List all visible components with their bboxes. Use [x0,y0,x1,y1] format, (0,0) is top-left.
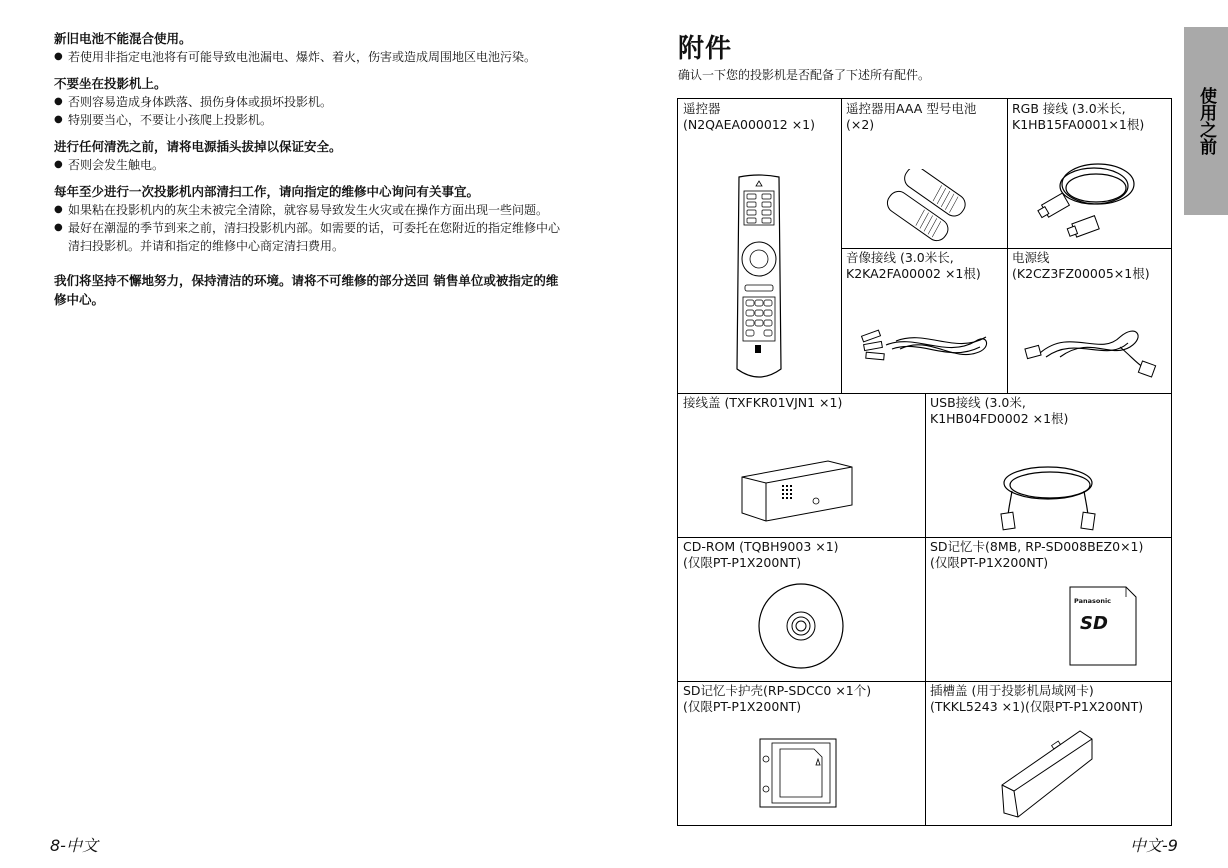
item-remote [678,99,841,135]
usb-cable-icon [988,459,1108,533]
item-code: (仅限PT-P1X200NT) [683,555,802,570]
divider [841,99,842,393]
item-label: 接线盖 (TXFKR01VJN1 ×1) [683,395,843,410]
section-heading: 进行任何清洗之前，请将电源插头拔掉以保证安全。 [54,139,342,154]
item-label: 音像接线 (3.0米长, [846,250,954,265]
item-label: USB接线 (3.0米, [930,395,1026,410]
item-code: (仅限PT-P1X200NT) [683,699,802,714]
bullet-item: ● 特别要当心，不要让小孩爬上投影机。 [54,111,564,129]
bullet-item: ● 否则容易造成身体跌落、损伤身体或损坏投影机。 [54,93,564,111]
item-label: SD记忆卡护壳(RP-SDCC0 ×1个) [683,683,872,698]
item-sd-case [678,681,925,717]
item-sd-card [925,537,1173,573]
rgb-cable-icon [1036,154,1146,242]
item-battery [841,99,1007,135]
closing-statement: 我们将坚持不懈地努力，保持清洁的环境。请将不可维修的部分送回 销售单位或被指定的维修中心。 [54,273,559,307]
item-code: K2KA2FA00002 ×1根) [846,266,981,281]
item-label: 插槽盖 (用于投影机局域网卡) [930,683,1094,698]
section-heading: 不要坐在投影机上。 [54,76,167,91]
item-label: 遥控器 [683,101,721,116]
power-cable-icon [1020,317,1160,383]
item-av-cable [841,248,1007,284]
item-rgb-cable [1007,99,1173,135]
sd-case-icon [758,737,838,809]
page-title: 附件 [678,34,733,64]
item-code: (TKKL5243 ×1)(仅限PT-P1X200NT) [930,699,1144,714]
sd-brand-text: Panasonic [1074,597,1112,605]
item-label: RGB 接线 (3.0米长, [1012,101,1126,116]
slot-cover-icon [996,725,1100,823]
item-code: K1HB15FA0001×1根) [1012,117,1145,132]
item-cdrom [678,537,925,573]
item-label: SD记忆卡(8MB, RP-SD008BEZ0×1) [930,539,1144,554]
battery-icon [876,169,972,245]
sd-logo-text: SD [1080,613,1108,634]
item-slot-cover [925,681,1173,717]
item-code: K1HB04FD0002 ×1根) [930,411,1069,426]
item-label: 电源线 [1012,250,1050,265]
bullet-item: ● 否则会发生触电。 [54,156,564,174]
item-terminal-cover [678,393,925,413]
side-tab-label: 使用之前 [1196,87,1216,155]
cd-disc-icon [756,581,846,671]
bullet-item: ● 若使用非指定电池将有可能导致电池漏电、爆炸、着火，伤害或造成周围地区电池污染。 [54,48,564,66]
page-number-left: 8-中文 [50,836,98,855]
item-code: (仅限PT-P1X200NT) [930,555,1049,570]
item-code: (×2) [846,117,875,132]
remote-control-icon [733,173,785,387]
section-heading: 每年至少进行一次投影机内部清扫工作，请向指定的维修中心询问有关事宜。 [54,184,480,199]
av-cable-icon [856,319,996,371]
item-label: 遥控器用AAA 型号电池 [846,101,977,116]
accessories-table [677,98,1172,826]
left-column [54,30,564,309]
item-power-cable [1007,248,1173,284]
item-label: CD-ROM (TQBH9003 ×1) [683,539,839,554]
bullet-item: ● 最好在潮湿的季节到来之前，清扫投影机内部。如需要的话，可委托在您附近的指定维修中心清扫投影机。并请和指定的维修中心商定清扫费用。 [54,219,564,255]
item-code: (K2CZ3FZ00005×1根) [1012,266,1150,281]
side-tab [1184,27,1228,215]
section-heading: 新旧电池不能混合使用。 [54,31,192,46]
terminal-cover-icon [736,455,862,525]
divider [925,393,926,826]
item-usb-cable [925,393,1173,429]
item-code: (N2QAEA000012 ×1) [683,117,816,132]
page-subtitle: 确认一下您的投影机是否配备了下述所有配件。 [678,68,931,82]
page-number-right: 中文-9 [1130,836,1178,855]
divider [1007,99,1008,393]
sd-card-icon [1068,585,1138,667]
bullet-item: ● 如果粘在投影机内的灰尘未被完全清除，就容易导致发生火灾或在操作方面出现一些问题。 [54,201,564,219]
